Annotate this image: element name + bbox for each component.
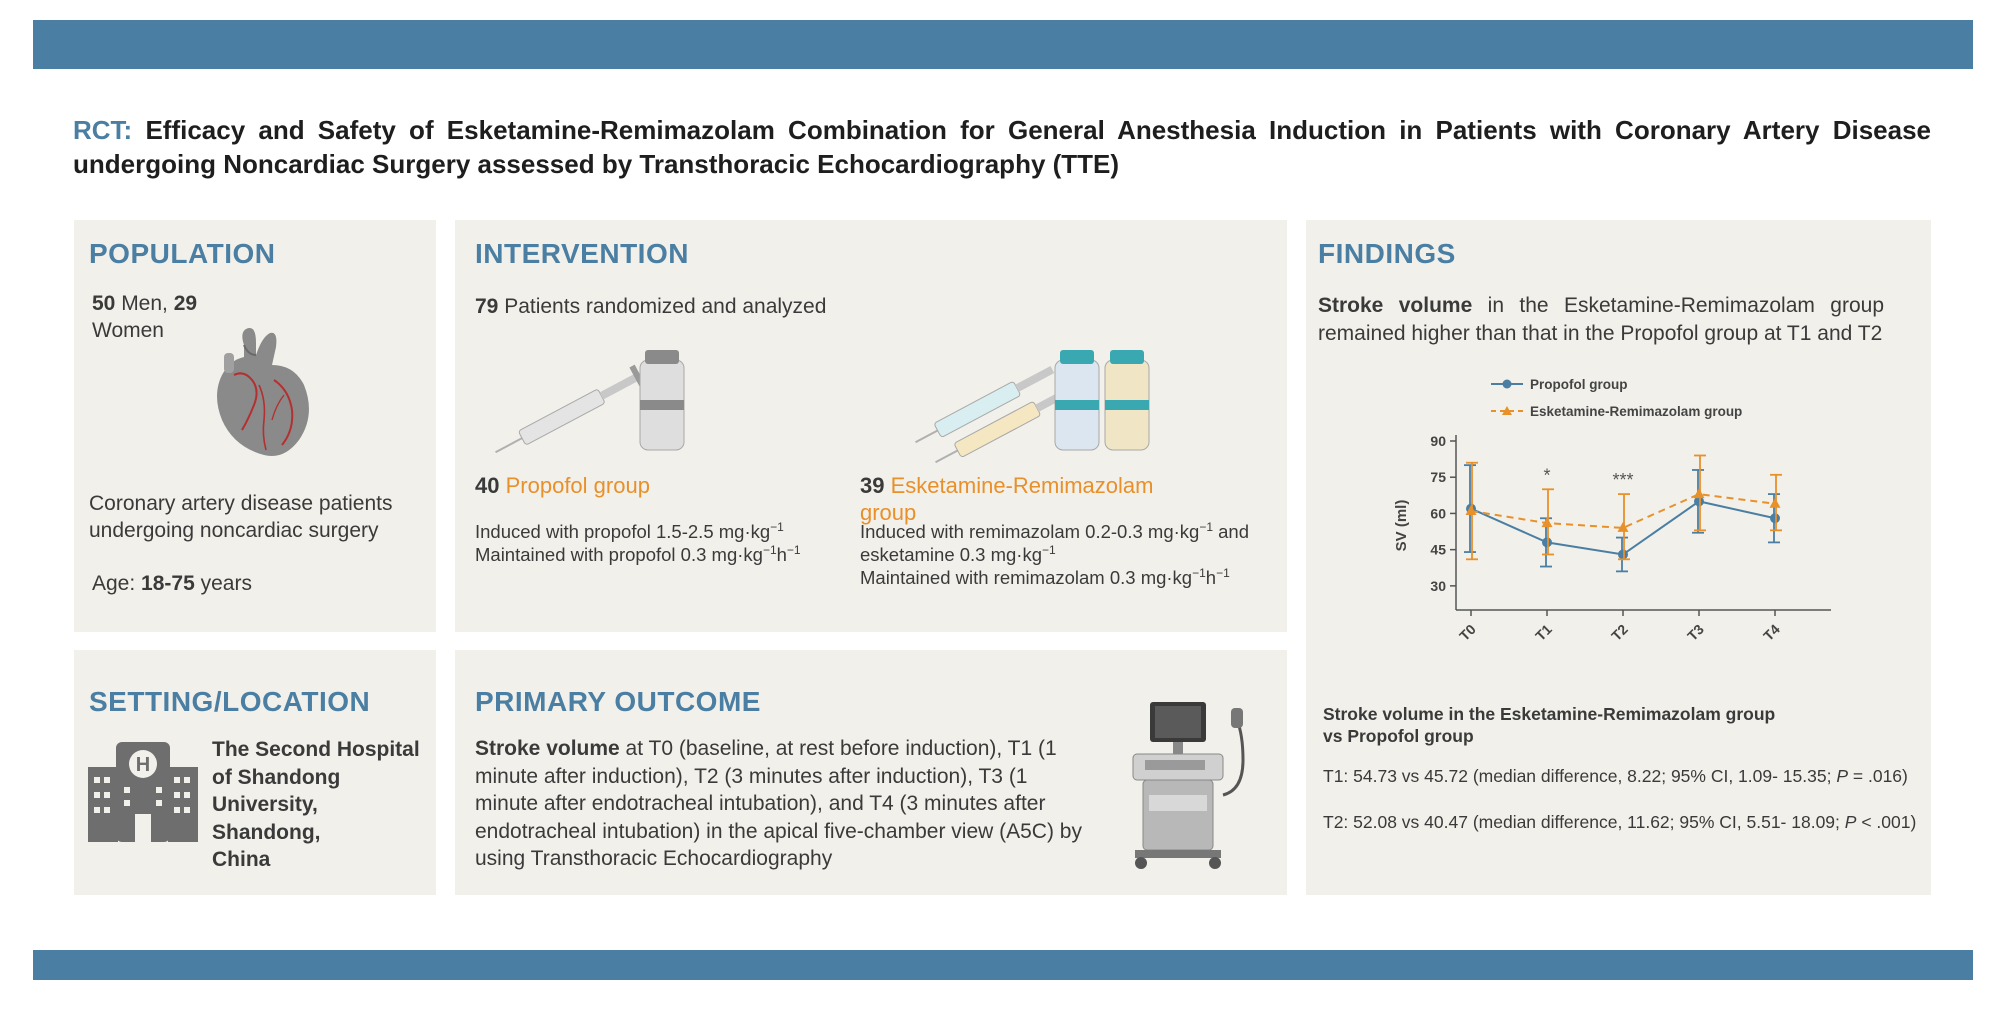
esketamine-dosing: Induced with remimazolam 0.2-0.3 $mg\cdot kg^{-1}$ and esketamine 0.3 $mg\cdot kg^{-1}$ Maintained with remimazolam 0.3 $mg\cdot kg^{-1}h^{-1}$ xyxy=(860,519,1250,588)
x-tick-label: T0 xyxy=(1456,621,1479,644)
data-point xyxy=(1542,537,1552,547)
data-point xyxy=(1694,488,1705,498)
y-tick-label: 75 xyxy=(1430,469,1446,486)
propofol-dosing: Induced with propofol 1.5-2.5 $mg\cdot kg^{-1}$ Maintained with propofol 0.3 $mg\cdot kg^{-1}h^{-1}$ xyxy=(475,519,801,565)
hospital-icon xyxy=(88,742,198,842)
y-tick-label: 90 xyxy=(1430,433,1446,449)
setting-heading: SETTING/LOCATION xyxy=(89,686,371,717)
primary-outcome-heading: PRIMARY OUTCOME xyxy=(475,686,761,717)
population-description: Coronary artery disease patients undergoing noncardiac surgery xyxy=(89,492,393,542)
intervention-heading: INTERVENTION xyxy=(475,238,689,269)
legend-marker xyxy=(1503,380,1512,389)
x-tick-label: T3 xyxy=(1684,621,1707,644)
x-tick-label: T2 xyxy=(1608,621,1631,644)
findings-summary-title: Stroke volume in the Esketamine-Remimazolam group vs Propofol group xyxy=(1323,704,1776,746)
x-tick-label: T4 xyxy=(1760,621,1783,644)
top-banner xyxy=(33,20,1973,69)
population-heading: POPULATION xyxy=(89,238,276,269)
findings-text: Stroke volume in the Esketamine-Remimazolam group remained higher than that in the Propofol group at T1 and T2 xyxy=(1318,294,1884,345)
findings-t2-result: T2: 52.08 vs 40.47 (median difference, 11.62; 95% CI, 5.51- 18.09; P < .001) xyxy=(1323,812,1917,832)
population-age: Age: 18-75 years xyxy=(92,572,252,595)
setting-panel xyxy=(74,650,436,895)
data-point xyxy=(1770,513,1780,523)
syringe-vial-icon xyxy=(485,350,705,450)
y-tick-label: 45 xyxy=(1430,541,1446,558)
legend-label: Propofol group xyxy=(1530,377,1628,392)
data-point xyxy=(1770,498,1781,508)
page-title: RCT: Efficacy and Safety of Esketamine-Remimazolam Combination for General Anesthesia Induction in Patients with Coronary Artery Disease undergoing Noncardiac Surgery assessed by Transthoracic Echocardiography (TTE) xyxy=(73,115,1931,179)
heart-icon xyxy=(204,325,324,465)
population-counts: 50 Men, 29 Women xyxy=(92,292,198,342)
findings-t1-result: T1: 54.73 vs 45.72 (median difference, 8.22; 95% CI, 1.09- 15.35; P = .016) xyxy=(1323,766,1908,786)
significance-marker: *** xyxy=(1612,470,1634,491)
legend-label: Esketamine-Remimazolam group xyxy=(1530,404,1743,419)
svg-text:H: H xyxy=(135,754,151,776)
y-tick-label: 30 xyxy=(1430,577,1446,594)
setting-location: The Second Hospital of Shandong University, Shandong, China xyxy=(212,738,420,871)
y-tick-label: 60 xyxy=(1430,505,1446,522)
propofol-group-label: 40 Propofol group xyxy=(475,473,650,498)
x-tick-label: T1 xyxy=(1532,621,1555,644)
primary-outcome-panel xyxy=(455,650,1287,895)
population-panel xyxy=(74,220,436,632)
ultrasound-machine-icon xyxy=(1125,700,1255,870)
bottom-banner xyxy=(33,950,1973,980)
data-point xyxy=(1618,549,1628,559)
syringes-vials-icon xyxy=(905,350,1155,450)
esketamine-group-label: 39 Esketamine-Remimazolam group xyxy=(860,473,1154,525)
findings-panel xyxy=(1306,220,1931,895)
intervention-total: 79 Patients randomized and analyzed xyxy=(475,295,827,318)
primary-outcome-text: Stroke volume at T0 (baseline, at rest before induction), T1 (1 minute after induction), T2 (3 minutes after induction), T3 (1 minute after endotracheal intubation), and T4 (3 minutes after endotracheal intubation) in the apical five-chamber view (A5C) by using Transthoracic Echocardiography xyxy=(475,737,1082,870)
significance-marker: * xyxy=(1543,465,1551,486)
intervention-panel xyxy=(455,220,1287,632)
y-axis-label: SV (ml) xyxy=(1393,499,1410,552)
findings-heading: FINDINGS xyxy=(1318,238,1456,269)
